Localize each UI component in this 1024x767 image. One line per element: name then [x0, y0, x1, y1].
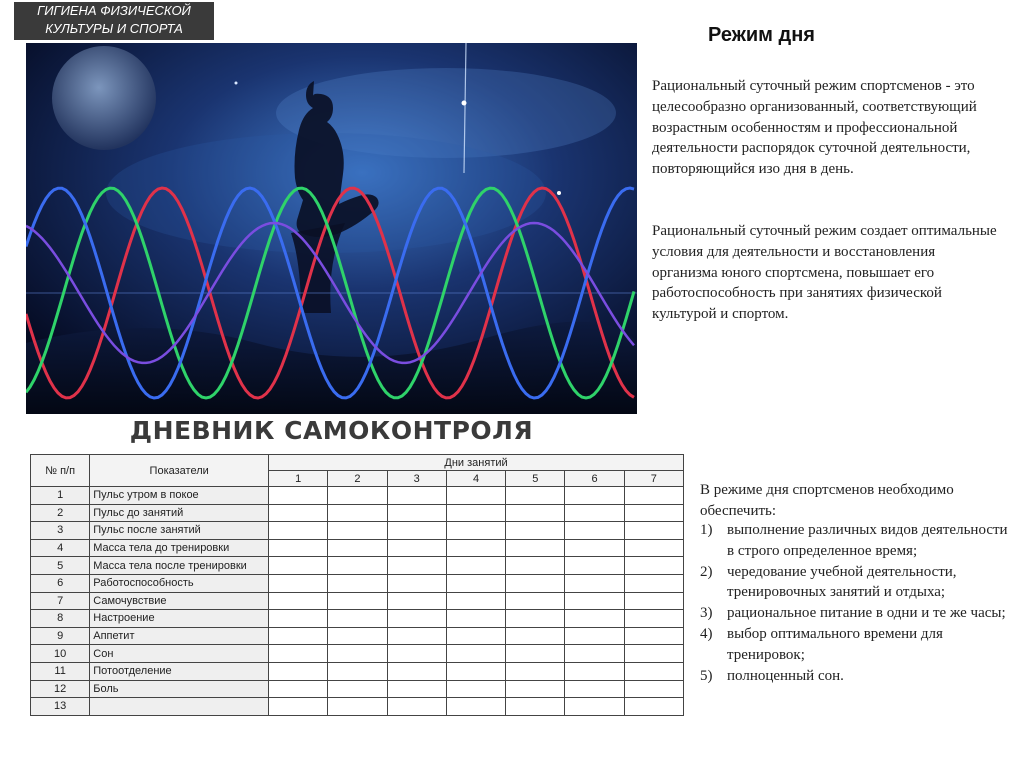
row-indicator: Настроение — [90, 610, 269, 628]
day-entry-cell[interactable] — [269, 610, 328, 628]
list-item — [700, 666, 1010, 687]
day-header: 3 — [387, 471, 446, 487]
star — [557, 191, 561, 195]
hero-biorhythm-image — [26, 43, 637, 414]
day-entry-cell[interactable] — [387, 487, 446, 505]
table-row — [31, 592, 684, 610]
row-number: 7 — [31, 592, 90, 610]
diary-title: ДНЕВНИК САМОКОНТРОЛЯ — [129, 416, 534, 445]
day-entry-cell[interactable] — [446, 645, 505, 663]
day-entry-cell[interactable] — [565, 522, 624, 540]
list-item — [700, 624, 1010, 666]
list-marker: 5) — [700, 667, 713, 684]
row-indicator: Пульс утром в покое — [90, 487, 269, 505]
day-entry-cell[interactable] — [269, 522, 328, 540]
day-entry-cell[interactable] — [565, 662, 624, 680]
list-item — [700, 603, 1010, 624]
day-entry-cell[interactable] — [269, 698, 328, 716]
day-entry-cell[interactable] — [565, 610, 624, 628]
list-item-text: чередование учебной деятельности, тренировочных занятий и отдыха; — [727, 563, 957, 601]
day-entry-cell[interactable] — [269, 574, 328, 592]
list-item-text: выполнение различных видов деятельности в строго определенное время; — [727, 522, 1008, 559]
list-item-text: выбор оптимального времени для тренировок; — [727, 625, 943, 663]
day-entry-cell[interactable] — [624, 504, 683, 522]
diary-table-body — [31, 487, 684, 716]
day-entry-cell[interactable] — [387, 627, 446, 645]
day-entry-cell[interactable] — [446, 610, 505, 628]
day-entry-cell[interactable] — [446, 574, 505, 592]
day-entry-cell[interactable] — [506, 645, 565, 663]
day-entry-cell[interactable] — [624, 592, 683, 610]
list-marker: 4) — [700, 625, 713, 642]
table-row — [31, 680, 684, 698]
day-entry-cell[interactable] — [446, 680, 505, 698]
day-entry-cell[interactable] — [328, 662, 387, 680]
day-entry-cell[interactable] — [387, 522, 446, 540]
row-number: 13 — [31, 698, 90, 716]
day-entry-cell[interactable] — [624, 680, 683, 698]
table-row — [31, 574, 684, 592]
page-title: Режим дня — [708, 24, 815, 46]
day-entry-cell[interactable] — [387, 557, 446, 575]
day-entry-cell[interactable] — [446, 592, 505, 610]
day-entry-cell[interactable] — [269, 557, 328, 575]
row-indicator: Масса тела после тренировки — [90, 557, 269, 575]
day-entry-cell[interactable] — [506, 592, 565, 610]
day-entry-cell[interactable] — [624, 574, 683, 592]
table-row — [31, 539, 684, 557]
row-indicator: Боль — [90, 680, 269, 698]
day-entry-cell[interactable] — [446, 522, 505, 540]
column-header-days: Дни занятий — [269, 455, 684, 471]
row-number: 3 — [31, 522, 90, 540]
day-entry-cell[interactable] — [506, 557, 565, 575]
row-indicator: Потоотделение — [90, 662, 269, 680]
day-entry-cell[interactable] — [624, 522, 683, 540]
row-number: 11 — [31, 662, 90, 680]
day-entry-cell[interactable] — [506, 574, 565, 592]
day-entry-cell[interactable] — [446, 504, 505, 522]
day-entry-cell[interactable] — [387, 574, 446, 592]
day-header: 2 — [328, 471, 387, 487]
requirements-intro: В режиме дня спортсменов необходимо обеспечить: — [700, 482, 954, 519]
paragraph-benefits: Рациональный суточный режим создает оптимальные условия для деятельности и восстановления организма юного спортсмена, повышает его работоспособность при занятиях физической культурой и спортом. — [652, 223, 997, 323]
header-line-2: КУЛЬТУРЫ И СПОРТА — [45, 21, 183, 36]
row-indicator: Сон — [90, 645, 269, 663]
table-row — [31, 698, 684, 716]
day-entry-cell[interactable] — [269, 645, 328, 663]
row-indicator — [90, 698, 269, 716]
day-header: 4 — [446, 471, 505, 487]
day-entry-cell[interactable] — [387, 539, 446, 557]
row-indicator: Аппетит — [90, 627, 269, 645]
row-number: 12 — [31, 680, 90, 698]
row-number: 1 — [31, 487, 90, 505]
day-entry-cell[interactable] — [328, 698, 387, 716]
moon — [52, 46, 156, 150]
day-entry-cell[interactable] — [506, 539, 565, 557]
day-entry-cell[interactable] — [328, 504, 387, 522]
day-entry-cell[interactable] — [565, 504, 624, 522]
row-number: 10 — [31, 645, 90, 663]
list-item-text: рациональное питание в одни и те же часы; — [727, 605, 1006, 622]
day-entry-cell[interactable] — [446, 539, 505, 557]
day-entry-cell[interactable] — [565, 557, 624, 575]
column-header-indicators: Показатели — [90, 455, 269, 487]
day-entry-cell[interactable] — [446, 627, 505, 645]
day-entry-cell[interactable] — [328, 539, 387, 557]
table-row — [31, 522, 684, 540]
row-number: 8 — [31, 610, 90, 628]
day-entry-cell[interactable] — [269, 504, 328, 522]
requirements-list — [700, 520, 1010, 686]
list-marker: 3) — [700, 605, 713, 622]
day-entry-cell[interactable] — [565, 539, 624, 557]
row-number: 2 — [31, 504, 90, 522]
day-entry-cell[interactable] — [269, 662, 328, 680]
row-indicator: Самочувствие — [90, 592, 269, 610]
day-entry-cell[interactable] — [624, 698, 683, 716]
row-number: 6 — [31, 574, 90, 592]
day-entry-cell[interactable] — [387, 698, 446, 716]
row-indicator: Масса тела до тренировки — [90, 539, 269, 557]
day-entry-cell[interactable] — [624, 557, 683, 575]
table-row — [31, 487, 684, 505]
row-number: 5 — [31, 557, 90, 575]
day-entry-cell[interactable] — [624, 610, 683, 628]
day-entry-cell[interactable] — [269, 539, 328, 557]
day-entry-cell[interactable] — [624, 539, 683, 557]
table-row — [31, 627, 684, 645]
day-header: 5 — [506, 471, 565, 487]
row-number: 4 — [31, 539, 90, 557]
day-entry-cell[interactable] — [446, 487, 505, 505]
row-indicator: Пульс до занятий — [90, 504, 269, 522]
list-item-text: полноценный сон. — [727, 667, 844, 684]
list-marker: 1) — [700, 522, 713, 538]
day-entry-cell[interactable] — [387, 680, 446, 698]
day-entry-cell[interactable] — [506, 627, 565, 645]
day-entry-cell[interactable] — [328, 592, 387, 610]
day-header: 1 — [269, 471, 328, 487]
day-entry-cell[interactable] — [506, 504, 565, 522]
day-entry-cell[interactable] — [506, 698, 565, 716]
day-entry-cell[interactable] — [624, 627, 683, 645]
star — [462, 101, 467, 106]
day-entry-cell[interactable] — [387, 592, 446, 610]
row-indicator: Пульс после занятий — [90, 522, 269, 540]
day-entry-cell[interactable] — [328, 574, 387, 592]
day-entry-cell[interactable] — [328, 645, 387, 663]
day-entry-cell[interactable] — [387, 662, 446, 680]
day-entry-cell[interactable] — [624, 662, 683, 680]
star — [235, 82, 238, 85]
day-entry-cell[interactable] — [387, 504, 446, 522]
day-entry-cell[interactable] — [269, 592, 328, 610]
day-entry-cell[interactable] — [506, 662, 565, 680]
day-entry-cell[interactable] — [269, 627, 328, 645]
header-line-1: ГИГИЕНА ФИЗИЧЕСКОЙ — [37, 3, 191, 18]
column-header-number: № п/п — [31, 455, 90, 487]
day-entry-cell[interactable] — [328, 610, 387, 628]
table-row — [31, 610, 684, 628]
day-header: 7 — [624, 471, 683, 487]
day-entry-cell[interactable] — [565, 627, 624, 645]
day-entry-cell[interactable] — [269, 680, 328, 698]
list-item — [700, 520, 1010, 562]
day-entry-cell[interactable] — [506, 610, 565, 628]
day-entry-cell[interactable] — [565, 645, 624, 663]
table-row — [31, 557, 684, 575]
day-entry-cell[interactable] — [446, 557, 505, 575]
day-entry-cell[interactable] — [565, 680, 624, 698]
day-entry-cell[interactable] — [506, 680, 565, 698]
day-entry-cell[interactable] — [565, 487, 624, 505]
day-entry-cell[interactable] — [565, 698, 624, 716]
self-control-diary-table — [30, 454, 684, 716]
table-row — [31, 645, 684, 663]
day-entry-cell[interactable] — [506, 487, 565, 505]
table-row — [31, 662, 684, 680]
day-entry-cell[interactable] — [506, 522, 565, 540]
header-label — [14, 2, 214, 40]
day-entry-cell[interactable] — [387, 610, 446, 628]
table-row — [31, 504, 684, 522]
row-indicator: Работоспособность — [90, 574, 269, 592]
day-entry-cell[interactable] — [328, 487, 387, 505]
day-entry-cell[interactable] — [328, 627, 387, 645]
day-entry-cell[interactable] — [328, 557, 387, 575]
list-item — [700, 562, 1010, 604]
day-entry-cell[interactable] — [328, 680, 387, 698]
day-entry-cell[interactable] — [446, 662, 505, 680]
day-entry-cell[interactable] — [269, 487, 328, 505]
day-entry-cell[interactable] — [387, 645, 446, 663]
day-entry-cell[interactable] — [624, 645, 683, 663]
day-entry-cell[interactable] — [565, 574, 624, 592]
day-entry-cell[interactable] — [328, 522, 387, 540]
day-entry-cell[interactable] — [624, 487, 683, 505]
paragraph-definition: Рациональный суточный режим спортсменов - это целесообразно организованный, соответствующий возрастным особенностям и профессиональной деятельности распорядок суточной деятельности, повторяющийся изо дня в день. — [652, 78, 977, 178]
list-marker: 2) — [700, 563, 713, 580]
day-entry-cell[interactable] — [446, 698, 505, 716]
row-number: 9 — [31, 627, 90, 645]
day-entry-cell[interactable] — [565, 592, 624, 610]
day-header: 6 — [565, 471, 624, 487]
